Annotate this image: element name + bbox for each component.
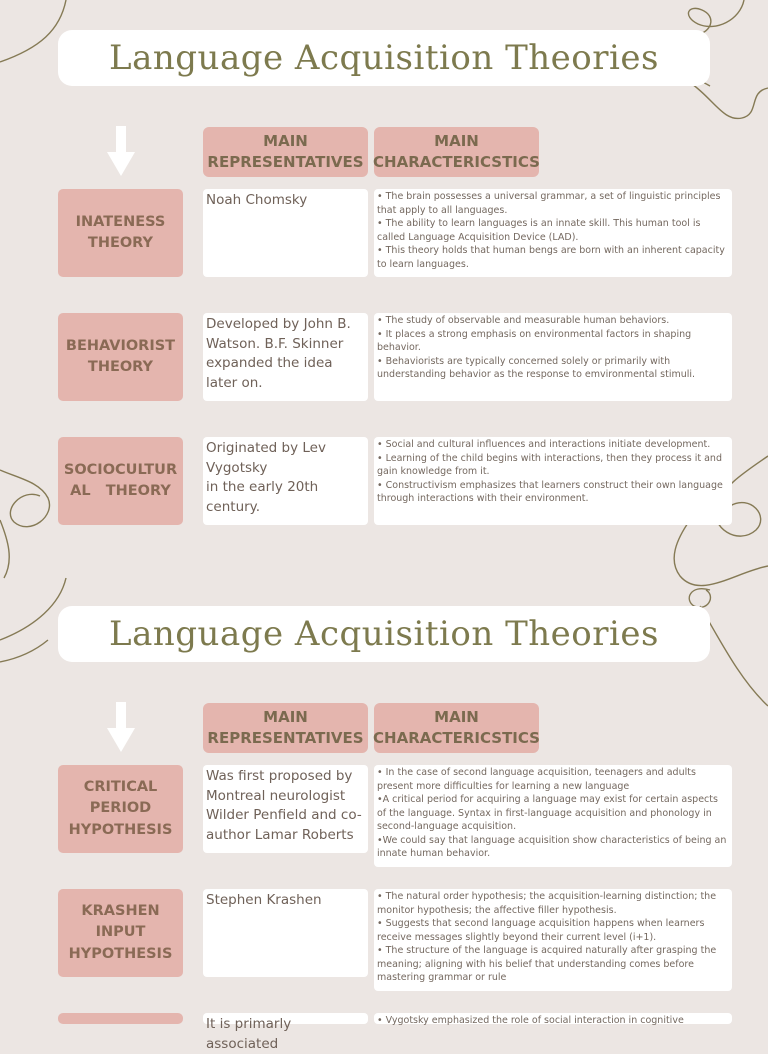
characteristics-cell bbox=[374, 437, 732, 525]
theory-label: CRITICAL PERIOD HYPOTHESIS bbox=[58, 765, 183, 853]
characteristics-cell bbox=[374, 313, 732, 401]
characteristic-item: • Vygotsky emphasized the role of social interaction in cognitive bbox=[377, 1015, 684, 1026]
page-title: Language Acquisition Theories bbox=[109, 38, 659, 78]
column-header-representatives: MAIN REPRESENTATIVES bbox=[203, 703, 368, 753]
representatives-cell bbox=[203, 313, 368, 401]
representative-text: in the early 20th century. bbox=[206, 479, 319, 515]
characteristic-item: • Learning of the child begins with interactions, then they process it and gain knowledge from it. bbox=[377, 452, 722, 477]
down-arrow-icon bbox=[107, 126, 135, 176]
representative-text: Was first proposed by Montreal neurologist Wilder Penfield and co-author Lamar Roberts bbox=[206, 768, 362, 843]
characteristic-item: • Social and cultural influences and interactions initiate development. bbox=[377, 439, 711, 450]
characteristics-cell bbox=[374, 189, 732, 277]
characteristics-cell bbox=[374, 889, 732, 991]
representatives-cell bbox=[203, 1013, 368, 1052]
characteristics-cell bbox=[374, 765, 732, 867]
representative-text: It is primarly associated bbox=[206, 1016, 292, 1052]
theory-label: BEHAVIORIST THEORY bbox=[58, 313, 183, 401]
characteristic-item: • In the case of second language acquisition, teenagers and adults present more difficulties for learning a new language bbox=[377, 767, 696, 792]
representatives-cell bbox=[203, 189, 368, 277]
down-arrow-icon bbox=[107, 702, 135, 752]
column-header-representatives: MAIN REPRESENTATIVES bbox=[203, 127, 368, 177]
characteristic-item: • The brain possesses a universal grammar, a set of linguistic principles that apply to all languages. bbox=[377, 191, 721, 216]
column-header-characteristics: MAIN CHARACTERICSTICS bbox=[374, 703, 539, 753]
representative-text: Originated by Lev Vygotsky bbox=[206, 440, 326, 476]
representative-text: Developed by John B. Watson. B.F. Skinner expanded the idea later on. bbox=[206, 316, 351, 391]
characteristic-item: • The study of observable and measurable human behaviors. bbox=[377, 315, 670, 326]
representatives-cell bbox=[203, 437, 368, 525]
theory-label: INATENESS THEORY bbox=[58, 189, 183, 277]
representative-text: Noah Chomsky bbox=[206, 192, 308, 208]
characteristic-item: •We could say that language acquisition show characteristics of being an innate human behavior. bbox=[377, 834, 727, 859]
representatives-cell bbox=[203, 889, 368, 977]
column-header-characteristics: MAIN CHARACTERICSTICS bbox=[374, 127, 539, 177]
characteristic-item: • The natural order hypothesis; the acquisition-learning distinction; the monitor hypothesis; the affective filler hypothesis. bbox=[377, 891, 717, 916]
theory-label: SOCIOCULTUR AL THEORY bbox=[58, 437, 183, 525]
representative-text: Stephen Krashen bbox=[206, 892, 322, 908]
characteristic-item: • The ability to learn languages is an innate skill. This human tool is called Language Acquisition Device (LAD). bbox=[377, 218, 701, 243]
characteristic-item: • Behaviorists are typically concerned solely or primarily with understanding behavior as the response to emvironmental stimuli. bbox=[377, 355, 696, 380]
characteristic-item: • The structure of the language is acquired naturally after grasping the meaning; aligning with his belief that understanding comes before mastering grammar or rule bbox=[377, 945, 717, 983]
characteristic-item: •A critical period for acquiring a language may exist for certain aspects of the language. Syntax in first-language acquisition and phonology in second-language acquisition. bbox=[377, 794, 718, 832]
representatives-cell bbox=[203, 765, 368, 853]
characteristic-item: • It places a strong emphasis on environmental factors in shaping behavior. bbox=[377, 328, 692, 353]
theory-label bbox=[58, 1013, 183, 1024]
characteristic-item: • This theory holds that human bengs are born with an inherent capacity to learn languages. bbox=[377, 245, 725, 270]
characteristic-item: • Constructivism emphasizes that learners construct their own language through interactions with their environment. bbox=[377, 479, 723, 504]
page-title: Language Acquisition Theories bbox=[109, 614, 659, 654]
title-banner bbox=[58, 606, 710, 662]
characteristic-item: • Suggests that second language acquisition happens when learners receive messages slightly beyond their current level (i+1). bbox=[377, 918, 705, 943]
characteristics-cell bbox=[374, 1013, 732, 1024]
theory-label: KRASHEN INPUT HYPOTHESIS bbox=[58, 889, 183, 977]
title-banner bbox=[58, 30, 710, 86]
